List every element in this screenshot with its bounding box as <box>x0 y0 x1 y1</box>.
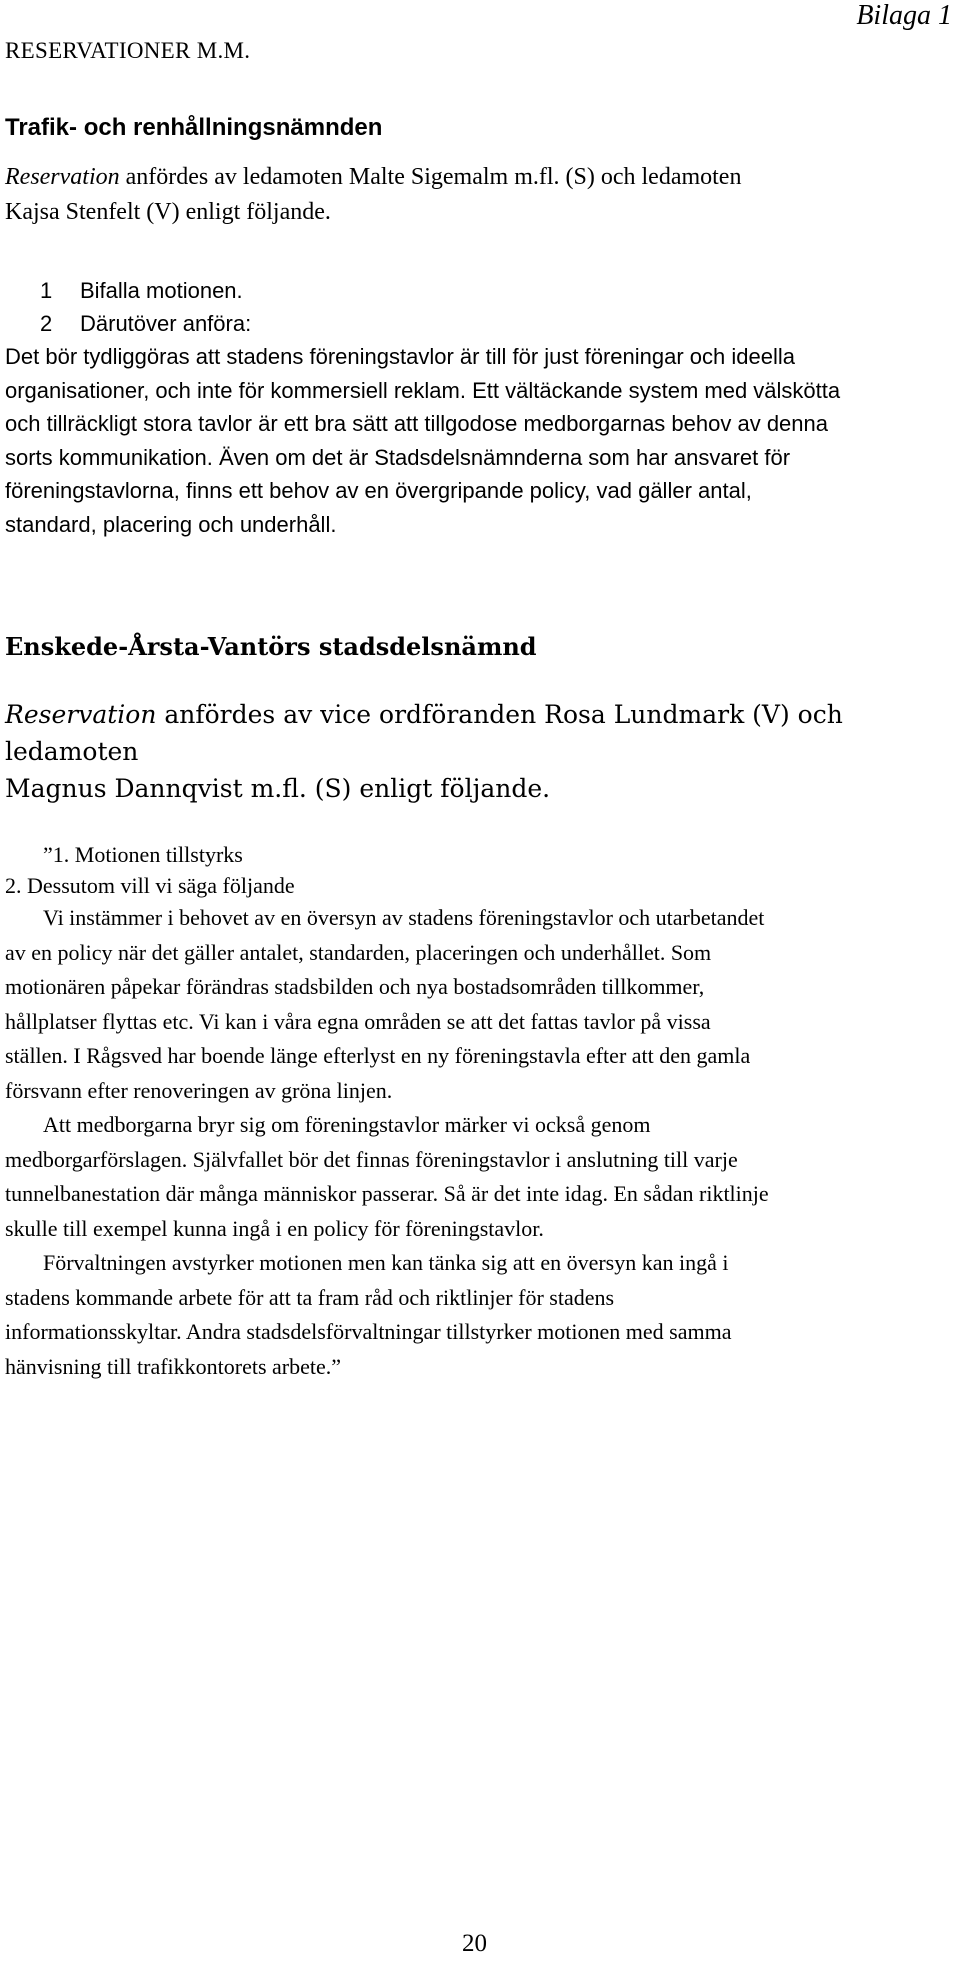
reservation-intro <box>5 696 955 770</box>
paragraph-line: föreningstavlorna, finns ett behov av en övergripande policy, vad gäller antal, <box>5 478 752 503</box>
reservation-italic: Reservation <box>5 164 120 190</box>
document-title: RESERVATIONER M.M. <box>5 38 251 63</box>
list-item <box>5 274 955 307</box>
paragraph-line: informationsskyltar. Andra stadsdelsförvaltningar tillstyrker motionen med samma <box>5 1319 732 1344</box>
paragraph-line: skulle till exempel kunna ingå i en policy för föreningstavlor. <box>5 1215 544 1241</box>
decision-list <box>5 839 955 901</box>
paragraph-line: Förvaltningen avstyrker motionen men kan tänka sig att en översyn kan ingå i <box>43 1250 729 1275</box>
reservation-intro-line-2: Magnus Dannqvist m.fl. (S) enligt följande. <box>5 774 551 803</box>
list-item-number: 2 <box>40 311 53 336</box>
page-number: 20 <box>462 1930 487 1957</box>
paragraph-line: hållplatser flyttas etc. Vi kan i våra egna områden se att det fattas tavlor på vissa <box>5 1008 711 1034</box>
appendix-label: Bilaga 1 <box>856 0 952 31</box>
reservation-italic: Reservation <box>5 700 157 729</box>
paragraph-line: Att medborgarna bryr sig om föreningstavlor märker vi också genom <box>43 1112 651 1137</box>
section-trafik <box>5 114 955 541</box>
list-item: ”1. Motionen tillstyrks <box>43 842 243 867</box>
section-enskede <box>5 632 955 1384</box>
paragraph-line: Det bör tydliggöras att stadens föreningstavlor är till för just föreningar och ideella <box>5 344 795 369</box>
paragraph-line: och tillräckligt stora tavlor är ett bra sätt att tillgodose medborgarnas behov av denna <box>5 411 829 436</box>
paragraph-line: tunnelbanestation där många människor passerar. Så är det inte idag. En sådan riktlinje <box>5 1181 769 1206</box>
list-item <box>5 307 955 340</box>
paragraph-line: sorts kommunikation. Även om det är Stadsdelsnämnderna som har ansvaret för <box>5 444 791 470</box>
paragraph-line: stadens kommande arbete för att ta fram råd och riktlinjer för stadens <box>5 1284 615 1310</box>
paragraph-line: av en policy när det gäller antalet, standarden, placeringen och underhållet. Som <box>5 939 712 965</box>
list-item-text: Därutöver anföra: <box>80 311 252 336</box>
paragraph-line: standard, placering och underhåll. <box>5 511 337 537</box>
motivation-text <box>5 901 955 1384</box>
paragraph-line: ställen. I Rågsved har boende länge efterlyst en ny föreningstavla efter att den gamla <box>5 1043 751 1068</box>
reservation-intro-line-1: anfördes av ledamoten Malte Sigemalm m.fl. (S) och ledamoten <box>119 164 742 190</box>
paragraph-line: Vi instämmer i behovet av en översyn av stadens föreningstavlor och utarbetandet <box>43 905 765 930</box>
reservation-intro-line-2: Kajsa Stenfelt (V) enligt följande. <box>5 199 331 225</box>
reservation-intro-line-1: anfördes av vice ordföranden Rosa Lundmark (V) och ledamoten <box>5 700 843 766</box>
list-item-text: Bifalla motionen. <box>80 278 243 303</box>
reservation-intro <box>5 160 955 195</box>
paragraph-line: medborgarförslagen. Självfallet bör det finnas föreningstavlor i anslutning till varje <box>5 1146 738 1172</box>
paragraph-line: hänvisning till trafikkontorets arbete.” <box>5 1353 342 1379</box>
paragraph-line: organisationer, och inte för kommersiell reklam. Ett vältäckande system med välskötta <box>5 377 841 403</box>
paragraph-line: försvann efter renoveringen av gröna linjen. <box>5 1077 393 1103</box>
paragraph-line: motionären påpekar förändras stadsbilden och nya bostadsområden tillkommer, <box>5 974 705 999</box>
decision-list <box>5 274 955 340</box>
list-item: 2. Dessutom vill vi säga följande <box>5 873 295 898</box>
motivation-paragraph <box>5 340 955 541</box>
section-heading: Enskede-Årsta-Vantörs stadsdelsnämnd <box>5 632 537 661</box>
section-heading: Trafik- och renhållningsnämnden <box>5 114 383 141</box>
list-item-number: 1 <box>40 278 53 303</box>
